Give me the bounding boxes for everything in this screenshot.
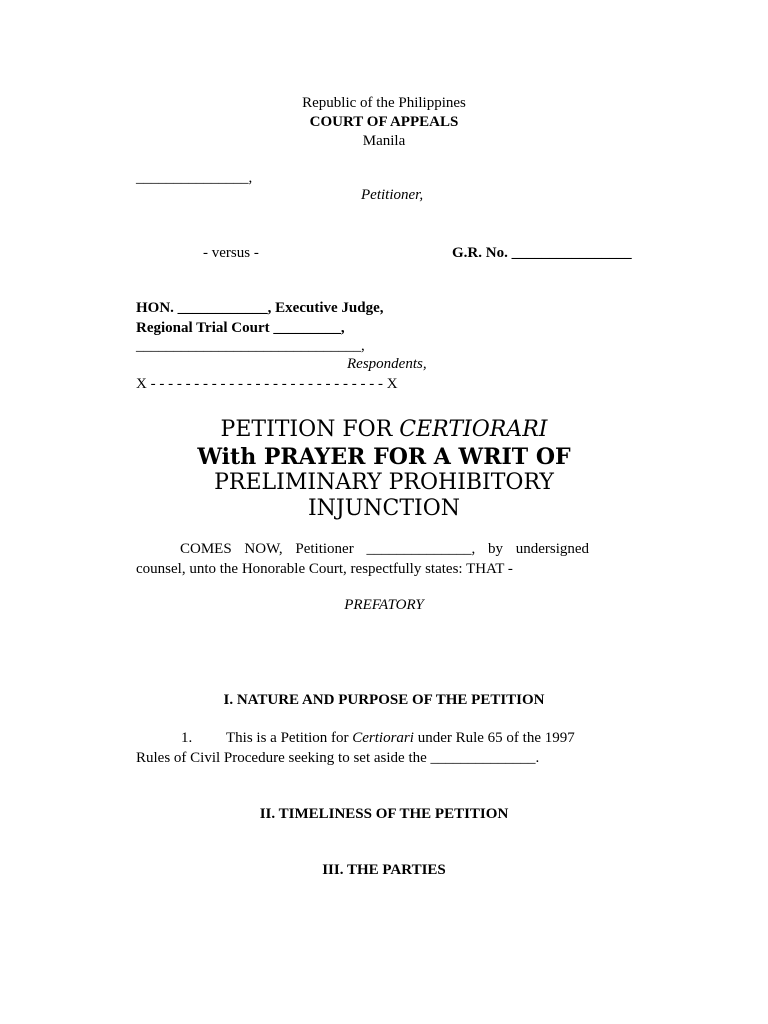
court-name: COURT OF APPEALS (309, 114, 459, 130)
paragraph-1-number: 1. (181, 730, 193, 746)
respondent-blank-line: ______________________________, (136, 338, 365, 354)
intro-line-1 (180, 541, 689, 558)
section-2-heading: II. TIMELINESS OF THE PETITION (259, 806, 509, 822)
prefatory-heading: PREFATORY (344, 597, 424, 613)
intro-line-2: counsel, unto the Honorable Court, respectfully states: THAT - (136, 561, 513, 577)
paragraph-1-line-2: Rules of Civil Procedure seeking to set aside the ______________. (136, 750, 540, 766)
title-line-4: INJUNCTION (307, 496, 461, 521)
title-line-3: PRELIMINARY PROHIBITORY (214, 470, 554, 495)
paragraph-1-before: This is a Petition for (226, 730, 353, 746)
title-line-2 (0, 444, 768, 471)
gr-number: G.R. No. ________________ (452, 245, 632, 261)
paragraph-1-after: under Rule 65 of the 1997 (413, 730, 575, 746)
respondents-label: Respondents, (347, 356, 427, 372)
republic-line: Republic of the Philippines (302, 95, 466, 111)
versus-label: - versus - (203, 245, 259, 261)
rtc-line: Regional Trial Court _________, (136, 320, 345, 336)
petitioner-label: Petitioner, (361, 187, 424, 203)
hon-judge-line: HON. ____________, Executive Judge, (136, 300, 384, 316)
section-3-heading: III. THE PARTIES (322, 862, 446, 878)
intro-line-1-text: COMES NOW, Petitioner ______________, by undersigned (180, 541, 590, 557)
section-1-heading: I. NATURE AND PURPOSE OF THE PETITION (223, 692, 545, 708)
title-certiorari: CERTIORARI (399, 417, 548, 442)
petitioner-blank: _______________, (136, 170, 253, 186)
paragraph-1-line-1 (226, 730, 689, 747)
court-city: Manila (362, 133, 406, 149)
title-line-2-text: With PRAYER FOR A WRIT OF (197, 444, 571, 470)
caption-separator: X - - - - - - - - - - - - - - - - - - - - - - - - - - - X (136, 376, 398, 392)
title-prefix: PETITION FOR (220, 417, 400, 442)
paragraph-1-certiorari: Certiorari (352, 730, 414, 746)
title-line-1 (0, 417, 768, 443)
